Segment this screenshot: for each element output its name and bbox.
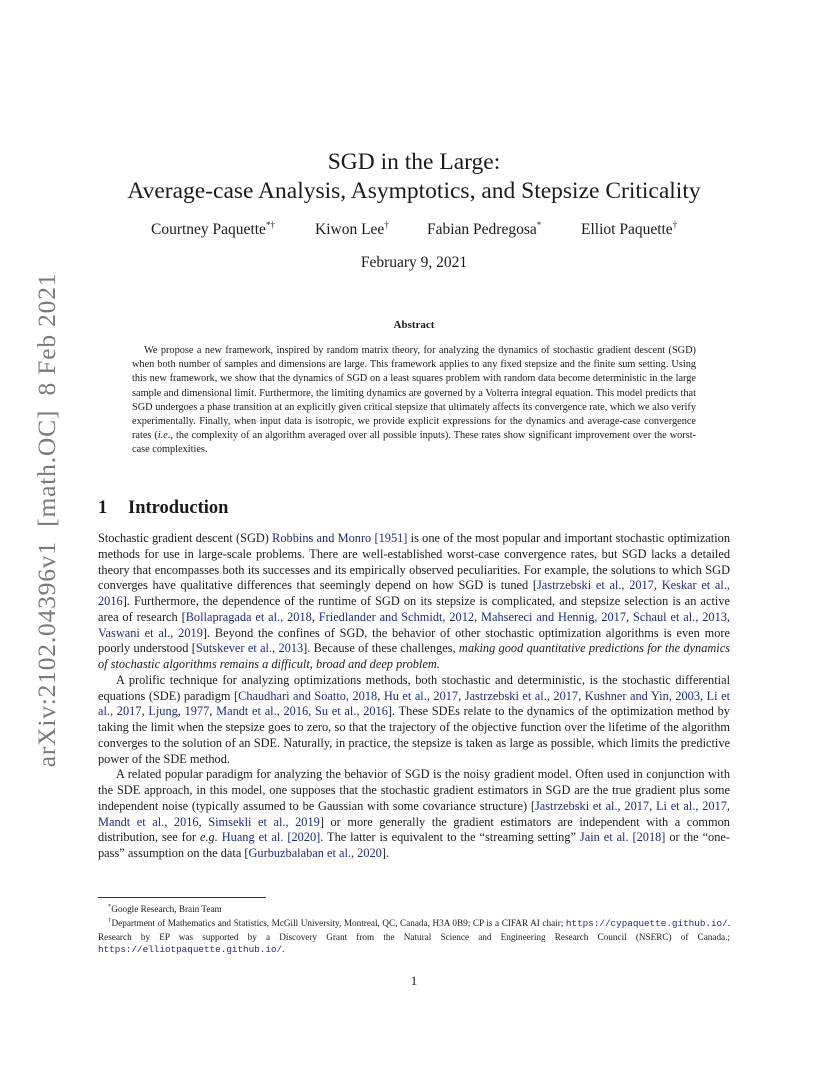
affiliation-mark: † [672,220,678,230]
page-number: 1 [410,974,418,988]
text: , [474,609,482,624]
arxiv-stamp-text: arXiv:2102.04396v1 [math.OC] 8 Feb 2021 [32,272,61,768]
citation-link[interactable]: Vaswani et al., 2019 [98,625,203,640]
author-elliot-paquette [581,220,677,239]
paper-date: February 9, 2021 [360,254,468,271]
text: ]. Furthermore, the dependence of the runtime of SGD on its stepsize is complicated, and stepsize selection is an active area of research [ [98,594,730,624]
text: , [377,688,384,703]
citation-link[interactable]: Su et al., 2016 [315,704,388,719]
text: is one of the most popular and important stochastic optimization methods for use in large-scale problems. There are well-established worst-case convergence rates, but SGD lacks a detailed theory that encompasses both its successes and its empirically observed peculiarities. For example, the solutions to which SGD converges have qualitative differences that seemingly depend on how SGD is tuned [ [98,531,730,593]
text: . The latter is equivalent to the “streaming setting” [320,830,580,845]
section-title: Introduction [128,498,229,518]
citation-link[interactable]: Friedlander and Schmidt, 2012 [318,609,475,624]
citation-link[interactable]: Li et al., 2017 [655,798,727,813]
author-name: Kiwon Lee [315,221,385,238]
footnote-mark: * [108,903,112,910]
abstract-paragraph [132,344,696,458]
text: , [209,704,217,719]
text: , [653,578,662,593]
text: A prolific technique for analyzing optimizations methods, both stochastic and deterministic, is the stochastic differential equations (SDE) paradigm [ [98,672,730,703]
author-name: Elliot Paquette [581,221,673,238]
citation-link[interactable]: Gurbuzbalaban et al., 2020 [248,846,382,860]
homepage-link-ep[interactable]: https://elliotpaquette.github.io/ [98,944,283,956]
text: , [700,688,707,703]
text: , [311,609,319,624]
text: , [141,704,149,719]
paragraph-2 [98,673,730,768]
citation-link[interactable]: Robbins and Monro [1951] [272,531,408,545]
text: ]. Because of these challenges, [303,641,459,656]
citation-link[interactable]: Hu et al., 2017 [383,688,459,703]
citation-link[interactable]: Simsekli et al., 2019 [208,814,320,829]
citation-link[interactable]: Mahsereci and Hennig, 2017 [481,609,627,624]
text: , [726,798,731,813]
footnotes [98,901,730,957]
text: ]. These SDEs relate to the dynamics of the optimization method by taking the limit when the stepsize goes to zero, so that the trajectory of the objective function over the lifetime of the algorithm converges to the solution of an SDE. Naturally, in practice, the stepsize is taken as large as possible, which limits the predictive power of the SDE method. [98,704,730,766]
citation-link[interactable]: Sutskever et al., 2013 [195,641,304,656]
abstract-text-end: , the complexity of an algorithm averaged over all possible inputs). These rates show significant improvement over the worst-case complexities. [132,430,696,456]
paper-title-line-2: Average-case Analysis, Asymptotics, and Stepsize Criticality [127,178,701,204]
text: , [198,814,209,829]
citation-link[interactable]: Mandt et al., 2016 [216,704,309,719]
abstract-text: We propose a new framework, inspired by random matrix theory, for analyzing the dynamics of stochastic gradient descent (SGD) when both number of samples and dimensions are large. This framework applies to any fixed stepsize and the finite sum setting. Using this new framework, we show that the dynamics of SGD on a least squares problem with random data become deterministic in the large sample and dimensional limit. Furthermore, the limiting dynamics are governed by a Volterra integral equation. This model predicts that SGD undergoes a phase transition at an explicitly given critical stepsize that ultimately affects its convergence rate, which we also verify experimentally. Finally, when input data is isotropic, we provide explicit expressions for the dynamics and average-case convergence rates ( [132,345,696,442]
paragraph-1 [98,531,730,673]
citation-link[interactable]: Kushner and Yin, 2003 [584,688,701,703]
footnote-divider [98,897,266,898]
text: or the “one-pass” assumption on the data [ [98,830,730,860]
arxiv-stamp [22,270,68,770]
affiliation-mark: † [384,220,389,230]
text: , [308,704,316,719]
footnote-text: Department of Mathematics and Statistics, McGill University, Montreal, QC, Canada, H3A 0B9; CP is a CIFAR AI chair; [111,918,566,929]
author-name: Courtney Paquette [151,221,266,238]
author-fabian-pedregosa [427,220,541,239]
footnote-text: Google Research, Brain Team [111,904,222,914]
citation-link[interactable]: Jastrzebski et al., 2017 [537,578,654,593]
introduction-body [98,531,730,862]
text: ]. Beyond the confines of SGD, the behavior of other stochastic optimization algorithms is even more poorly understood [ [98,625,730,656]
citation-link[interactable]: Keskar et al., 2016 [98,578,731,608]
text: , [726,609,731,624]
text: ]. [381,846,390,860]
text: ] or more generally the gradient estimators are independent with a common distribution, see for [98,814,730,845]
author-kiwon-lee [315,220,389,239]
citation-link[interactable]: Schaul et al., 2013 [633,609,727,624]
footnote-mark: † [108,917,112,925]
paper-title-line-1: SGD in the Large: [327,149,501,175]
affiliation-mark: *† [265,220,275,230]
abstract-heading: Abstract [393,319,435,331]
text: , [626,609,633,624]
text: Stochastic gradient descent (SGD) [98,531,273,545]
citation-link[interactable]: Jastrzebski et al., 2017 [534,798,650,813]
author-name: Fabian Pedregosa [427,221,537,238]
footnote-1 [98,901,730,915]
citation-link[interactable]: Huang et al. [2020] [221,830,321,845]
abstract-body [132,344,696,458]
homepage-link-cp[interactable]: https://cypaquette.github.io/ [565,918,728,930]
footnote-text: . [282,944,285,955]
citation-link[interactable]: Ljung, 1977 [148,704,210,719]
text: , [578,688,585,703]
citation-link[interactable]: Jastrzebski et al., 2017 [464,688,579,703]
emphasized-text: e.g. [199,830,218,845]
section-number: 1 [98,498,108,518]
footnote-text: . Research by EP was supported by a Discovery Grant from the Natural Science and Engineering Research Council (NSERC) of Canada.; [98,918,731,942]
text: A related popular paradigm for analyzing the behavior of SGD is the noisy gradient model. Often used in conjunction with the SDE approach, in this model, one supposes that the stochastic gradient estimators in SGD are the true gradient plus some independent noise (typically assumed to be Gaussian with some covariance structure) [ [98,767,730,813]
section-heading-introduction [98,498,228,519]
affiliation-mark: * [536,220,542,230]
text: , [649,798,656,813]
abstract-ie: i.e. [157,430,171,442]
emphasized-text: making good quantitative predictions for the dynamics of stochastic algorithms remains a difficult, broad and deep problem. [98,641,731,671]
paragraph-3 [98,767,730,862]
citation-link[interactable]: Jain et al. [2018] [579,830,666,845]
author-courtney-paquette [151,220,275,239]
footnote-2 [98,915,730,956]
text: , [458,688,465,703]
citation-link[interactable]: Li et al., 2017 [98,688,731,719]
citation-link[interactable]: Mandt et al., 2016 [98,814,199,829]
citation-link[interactable]: Chaudhari and Soatto, 2018 [238,688,378,703]
citation-link[interactable]: Bollapragada et al., 2018 [185,609,312,624]
